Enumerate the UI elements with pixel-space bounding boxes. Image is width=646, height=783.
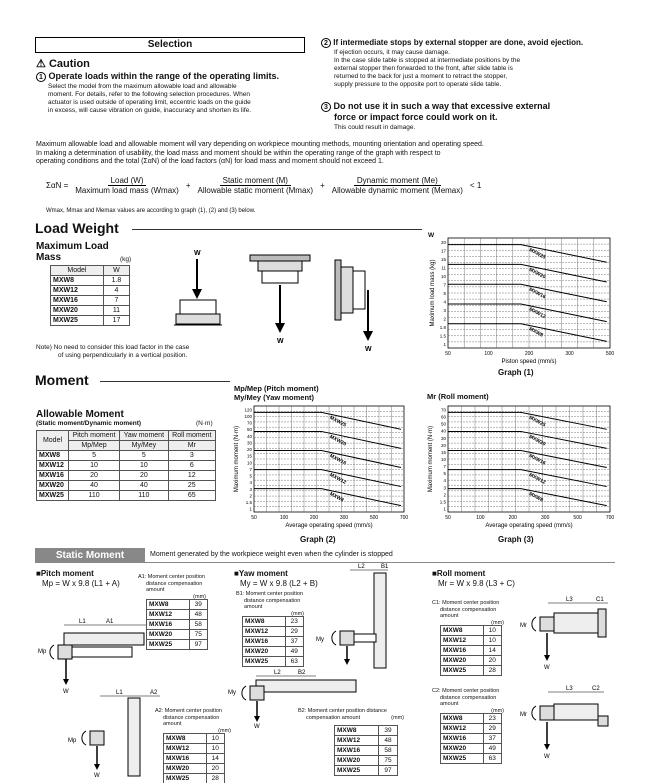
table-row [441, 724, 502, 734]
series-label: MXW20 [527, 266, 547, 281]
c1-caption: C1: Moment center position distance compensation amount (mm) [432, 600, 504, 626]
svg-text:Mr: Mr [520, 623, 527, 629]
y-tick-label: 5 [443, 471, 446, 477]
y-tick-label: 3 [443, 307, 446, 313]
model-cell: MXW20 [147, 630, 190, 640]
svg-text:L1: L1 [116, 690, 123, 696]
table-row: MXW16 7 [51, 296, 130, 306]
value-cell: 97 [189, 640, 208, 650]
load-unit: (kg) [120, 256, 132, 263]
x-tick-label: 300 [339, 515, 349, 521]
table-row [441, 656, 502, 666]
model-cell: MXW25 [441, 754, 484, 764]
pitch-moment-title: ■Pitch moment [36, 569, 94, 578]
model-cell: MXW12 [164, 744, 207, 754]
series-label: MXW12 [527, 306, 547, 321]
value-cell: 58 [378, 746, 397, 756]
table-row: MXW20 40 40 25 [37, 481, 216, 491]
a2-table [163, 733, 225, 783]
b2-table [334, 725, 398, 776]
value-cell: 58 [189, 620, 208, 630]
y-tick-label: 17 [440, 248, 446, 254]
svg-text:A2: A2 [150, 690, 158, 696]
formula-note: Wmax, Mmax and Memax values are according to graph (1), (2) and (3) below. [46, 208, 256, 214]
graph2-chart [232, 404, 412, 534]
y-tick-label: 10 [440, 274, 446, 280]
x-tick-label: 50 [251, 515, 257, 521]
table-row [441, 646, 502, 656]
y-tick-label: 4 [443, 478, 446, 484]
x-tick-label: 500 [573, 515, 582, 521]
item2-title: 2 If intermediate stops by external stopper are done, avoid ejection. [321, 38, 621, 48]
y-tick-label: 30 [246, 440, 252, 446]
y-tick-label: 70 [246, 420, 252, 426]
y-tick-label: 2 [249, 493, 252, 499]
b1-table [242, 616, 304, 667]
svg-text:L2: L2 [358, 564, 365, 570]
warning-icon: ⚠ [36, 58, 46, 70]
model-cell: MXW25 [147, 640, 190, 650]
value-cell: 23 [483, 714, 502, 724]
y-tick-label: 60 [440, 414, 446, 420]
y-tick-label: 1.5 [439, 499, 446, 505]
graph3-chart [426, 404, 616, 534]
model-cell: MXW20 [441, 656, 484, 666]
model-cell: MXW20 [243, 647, 286, 657]
table-row: MXW25 17 [51, 316, 130, 326]
x-tick-label: 700 [605, 515, 615, 521]
svg-text:B2: B2 [298, 670, 306, 676]
value-cell: 37 [483, 734, 502, 744]
y-tick-label: 40 [440, 428, 446, 434]
moment-unit: (N·m) [196, 420, 213, 427]
series-label: MXW20 [527, 433, 547, 448]
svg-text:My: My [316, 637, 324, 643]
y-tick-label: 15 [440, 257, 446, 263]
x-tick-label: 300 [565, 351, 574, 357]
model-cell: MXW25 [164, 774, 207, 783]
y-tick-label: 15 [246, 453, 252, 459]
yaw-moment-title: ■Yaw moment [234, 569, 288, 578]
y-tick-label: 10 [246, 460, 252, 466]
svg-text:Mp: Mp [68, 738, 77, 744]
model-cell: MXW12 [243, 627, 286, 637]
table-row [335, 766, 398, 776]
x-tick-label: 300 [541, 515, 550, 521]
value-cell: 10 [483, 636, 502, 646]
table-row: MXW12 4 [51, 286, 130, 296]
y-tick-label: 50 [440, 421, 446, 427]
svg-text:C2: C2 [592, 686, 600, 692]
table-row [441, 626, 502, 636]
value-cell: 20 [483, 656, 502, 666]
svg-text:L1: L1 [79, 619, 86, 625]
value-cell: 10 [483, 626, 502, 636]
graph2-title: Mp/Mep (Pitch moment) My/Mey (Yaw moment) [234, 384, 319, 402]
value-cell: 14 [483, 646, 502, 656]
table-row [441, 744, 502, 754]
value-cell: 97 [378, 766, 397, 776]
model-cell: MXW20 [441, 744, 484, 754]
b2-caption: B2: Moment center position distance compensation amount (mm) [298, 708, 404, 721]
y-tick-label: 3 [443, 485, 446, 491]
model-cell: MXW8 [335, 726, 379, 736]
x-tick-label: 50 [445, 351, 451, 357]
x-tick-label: 100 [279, 515, 289, 521]
svg-text:Mr: Mr [520, 712, 527, 718]
series-label: MXW8 [527, 491, 545, 504]
table-row [243, 657, 304, 667]
table-row: MXW20 11 [51, 306, 130, 316]
value-cell: 23 [285, 617, 304, 627]
yaw-moment-formula: My = W x 9.8 (L2 + B) [240, 579, 318, 588]
value-cell: 75 [378, 756, 397, 766]
model-cell: MXW16 [243, 637, 286, 647]
value-cell: 48 [189, 610, 208, 620]
graph1-w-label: W [428, 232, 435, 239]
y-tick-label: 5 [249, 473, 252, 479]
y-tick-label: 1.5 [439, 333, 446, 339]
load-weight-heading: Load Weight [35, 220, 119, 236]
y-tick-label: 100 [244, 413, 252, 419]
graph3-title: Mr (Roll moment) [427, 392, 489, 401]
x-tick-label: 50 [445, 515, 451, 521]
model-cell: MXW16 [164, 754, 207, 764]
table-row [164, 774, 225, 783]
model-cell: MXW12 [147, 610, 190, 620]
series-label: MXW25 [527, 247, 547, 261]
model-cell: MXW12 [441, 724, 484, 734]
series-label: MXW20 [328, 433, 348, 448]
svg-text:W: W [365, 346, 372, 353]
svg-text:L3: L3 [566, 597, 573, 603]
model-cell: MXW16 [335, 746, 379, 756]
y-tick-label: 2 [443, 492, 446, 498]
graph1-chart [428, 236, 618, 376]
value-cell: 49 [483, 744, 502, 754]
table-row [335, 736, 398, 746]
value-cell: 29 [285, 627, 304, 637]
roll-diagram-1 [518, 593, 618, 671]
selection-title: Selection [35, 37, 305, 53]
model-cell: MXW8 [147, 600, 190, 610]
y-tick-label: 4 [443, 299, 446, 305]
y-tick-label: 70 [440, 407, 446, 413]
pitch-diagram-1 [36, 615, 186, 695]
y-tick-label: 5 [443, 291, 446, 296]
table-row: MXW25 110 110 65 [37, 491, 216, 501]
caution-heading: ⚠ Caution [36, 58, 90, 70]
y-tick-label: 1 [443, 341, 446, 347]
model-cell: MXW16 [147, 620, 190, 630]
series-label: MXW16 [328, 452, 348, 467]
model-cell: MXW20 [335, 756, 379, 766]
table-row [441, 666, 502, 676]
load-factor-formula: ΣαN = $\frac{\text{Load (W)}}{\text{Maximum load mass (Wmax)}}$ + $\frac{\text{Static moment (M)}}{\text{Allowable static moment (Mmax)}}$ + $\frac{\text{Dynamic moment (Me)}}{\text{Allowable dynamic moment (Memax)}}$ < 1 [46, 176, 482, 195]
y-tick-label: 120 [244, 407, 252, 413]
table-row: MXW8 5 5 3 [37, 451, 216, 461]
table-row [441, 734, 502, 744]
table-row: MXW12 10 10 6 [37, 461, 216, 471]
x-tick-label: 700 [399, 515, 409, 521]
y-axis-label: Maximum moment (N·m) [428, 425, 434, 493]
table-row [243, 617, 304, 627]
table-row [147, 600, 208, 610]
table-row [335, 746, 398, 756]
x-tick-label: 500 [605, 351, 615, 357]
model-cell: MXW25 [335, 766, 379, 776]
num1-icon: 1 [36, 72, 46, 82]
model-cell: MXW16 [441, 646, 484, 656]
value-cell: 14 [206, 754, 225, 764]
y-tick-label: 11 [441, 265, 446, 271]
svg-text:W: W [544, 754, 550, 760]
y-tick-label: 3 [249, 486, 252, 492]
model-cell: MXW25 [441, 666, 484, 676]
y-tick-label: 20 [246, 447, 252, 453]
moment-heading: Moment [35, 372, 89, 388]
max-load-table: Model W MXW8 1.8 MXW12 4 MXW16 7 MXW20 11 MXW25 17 [50, 265, 130, 326]
c2-caption: C2: Moment center position distance compensation amount (mm) [432, 688, 504, 714]
item2-body: If ejection occurs, it may cause damage. In the case slide table is stopped at intermediate positions by the external stopper then forwarded to the front, after slide table is returned to the back for just a moment to retract the stopper, supply pressure to the opposite port to operate slide table. [334, 49, 521, 88]
value-cell: 29 [483, 724, 502, 734]
roll-diagram-2 [518, 682, 618, 760]
model-cell: MXW25 [243, 657, 286, 667]
num2-icon: 2 [321, 38, 331, 48]
x-axis-label: Average operating speed (mm/s) [285, 523, 373, 529]
svg-text:A1: A1 [106, 619, 114, 625]
x-axis-label: Average operating speed (mm/s) [485, 523, 573, 529]
roll-moment-title: ■Roll moment [432, 569, 486, 578]
value-cell: 20 [206, 764, 225, 774]
item1-title: 1 Operate loads within the range of the operating limits. [36, 71, 326, 82]
c1-table [440, 625, 502, 676]
series-label: MXW8 [527, 326, 545, 339]
value-cell: 28 [206, 774, 225, 783]
pitch-diagram-2 [60, 686, 160, 778]
table-row [243, 637, 304, 647]
svg-text:W: W [194, 250, 201, 257]
y-tick-label: 4 [249, 480, 252, 486]
table-row [441, 636, 502, 646]
y-tick-label: 1 [443, 506, 446, 512]
model-cell: MXW8 [243, 617, 286, 627]
graph3-caption: Graph (3) [498, 535, 534, 544]
y-tick-label: 2 [443, 316, 446, 322]
y-tick-label: 10 [440, 457, 446, 462]
series-label: MXW16 [527, 452, 547, 467]
table-row [164, 734, 225, 744]
svg-text:W: W [277, 338, 284, 345]
static-moment-desc: Moment generated by the workpiece weight even when the cylinder is stopped [150, 551, 393, 558]
model-cell: MXW8 [441, 626, 484, 636]
series-label: MXW25 [328, 414, 348, 429]
graph1-caption: Graph (1) [498, 368, 534, 377]
a2-caption: A2: Moment center position distance compensation amount (mm) [155, 708, 231, 734]
table-row [335, 756, 398, 766]
b1-caption: B1: Moment center position distance compensation amount (mm) [236, 591, 304, 617]
svg-text:B1: B1 [381, 564, 389, 570]
item1-body: Select the model from the maximum allowable load and allowable moment. For details, refer to the following selection procedures. When actuator is used outside of operating limit, eccentric loads on the guide in excess, will cause vibration on guide, inaccuracy and shorten its life. [48, 83, 252, 114]
series-label: MXW8 [328, 491, 345, 504]
model-cell: MXW16 [441, 734, 484, 744]
y-tick-label: 15 [440, 449, 446, 455]
model-cell: MXW12 [335, 736, 379, 746]
svg-text:W: W [544, 665, 550, 671]
roll-moment-formula: Mr = W x 9.8 (L3 + C) [438, 579, 515, 588]
x-tick-label: 100 [476, 515, 485, 521]
y-tick-label: 20 [440, 240, 446, 246]
y-tick-label: 1 [249, 506, 252, 512]
svg-text:L2: L2 [274, 670, 281, 676]
load-mounting-diagrams [170, 245, 420, 355]
value-cell: 28 [483, 666, 502, 676]
graph2-caption: Graph (2) [300, 535, 336, 544]
y-tick-label: 7 [443, 282, 446, 288]
item3-body: This could result in damage. [334, 124, 416, 131]
value-cell: 48 [378, 736, 397, 746]
y-tick-label: 1.5 [245, 500, 252, 506]
svg-text:W: W [63, 689, 69, 695]
y-axis-label: Maximum load mass (kg) [430, 259, 436, 327]
a1-caption: A1: Moment center position distance compensation amount (mm) [138, 574, 206, 600]
y-tick-label: 40 [246, 433, 252, 439]
table-row [335, 726, 398, 736]
svg-text:My: My [228, 690, 236, 696]
y-tick-label: 7 [249, 466, 252, 472]
svg-text:W: W [94, 773, 100, 778]
table-row [441, 754, 502, 764]
yaw-diagram-1 [310, 561, 420, 671]
value-cell: 10 [206, 744, 225, 754]
value-cell: 10 [206, 734, 225, 744]
intro-text: Maximum allowable load and allowable moment will vary depending on workpiece mounting methods, mounting orientation and operating speed. In making a determination of usability, the load mass and moment should be within the operating range of the graph with respect to operating conditions and the total (ΣαN) of the load factors (αN) for load mass and moment should not exceed 1. [36, 141, 484, 165]
item3-title: 3 Do not use it in such a way that excessive external force or impact force could work on it. [321, 101, 621, 123]
table-row: MXW16 20 20 12 [37, 471, 216, 481]
x-tick-label: 200 [524, 351, 534, 357]
y-tick-label: 1.8 [439, 324, 446, 330]
table-row [243, 647, 304, 657]
svg-text:L3: L3 [566, 686, 573, 692]
value-cell: 63 [285, 657, 304, 667]
x-axis-label: Piston speed (mm/s) [501, 359, 557, 365]
model-cell: MXW20 [164, 764, 207, 774]
value-cell: 39 [378, 726, 397, 736]
load-note: Note) No need to consider this load factor in the case of using perpendicularly in a vertical position. [36, 344, 190, 359]
series-label: MXW12 [328, 472, 348, 486]
series-label: MXW16 [527, 286, 547, 301]
y-tick-label: 30 [440, 435, 446, 441]
svg-text:Mp: Mp [38, 649, 47, 655]
x-tick-label: 500 [369, 515, 379, 521]
table-row: MXW8 1.8 [51, 276, 130, 286]
model-cell: MXW8 [164, 734, 207, 744]
table-row [164, 744, 225, 754]
svg-text:W: W [254, 724, 260, 728]
x-tick-label: 200 [309, 515, 319, 521]
table-row [164, 754, 225, 764]
value-cell: 63 [483, 754, 502, 764]
pitch-moment-formula: Mp = W x 9.8 (L1 + A) [42, 579, 120, 588]
c2-table [440, 713, 502, 764]
model-cell: MXW12 [441, 636, 484, 646]
series-label: MXW12 [527, 472, 547, 486]
table-row [243, 627, 304, 637]
model-cell: MXW8 [441, 714, 484, 724]
series-label: MXW25 [527, 414, 547, 429]
static-moment-tag: Static Moment [35, 548, 145, 563]
y-tick-label: 7 [443, 464, 446, 470]
y-tick-label: 20 [440, 442, 446, 448]
x-tick-label: 200 [508, 515, 517, 521]
svg-text:C1: C1 [596, 597, 604, 603]
value-cell: 39 [189, 600, 208, 610]
value-cell: 49 [285, 647, 304, 657]
table-row [441, 714, 502, 724]
table-row [164, 764, 225, 774]
value-cell: 75 [189, 630, 208, 640]
x-tick-label: 100 [484, 351, 493, 357]
y-tick-label: 50 [246, 427, 252, 433]
y-axis-label: Maximum moment (N·m) [234, 425, 240, 493]
allowable-moment-title: Allowable Moment [36, 409, 124, 420]
allowable-moment-subtitle: (Static moment/Dynamic moment) [36, 420, 142, 427]
num3-icon: 3 [321, 102, 331, 112]
allowable-moment-table: Model Pitch moment Yaw moment Roll moment Mp/Mep My/Mey Mr MXW8 5 5 3 MXW12 10 10 6 MXW16 20 20 12 MXW20 40 40 25 MXW25 110 110 65 [36, 430, 216, 501]
value-cell: 37 [285, 637, 304, 647]
max-load-title: Maximum Load Mass [36, 241, 109, 263]
